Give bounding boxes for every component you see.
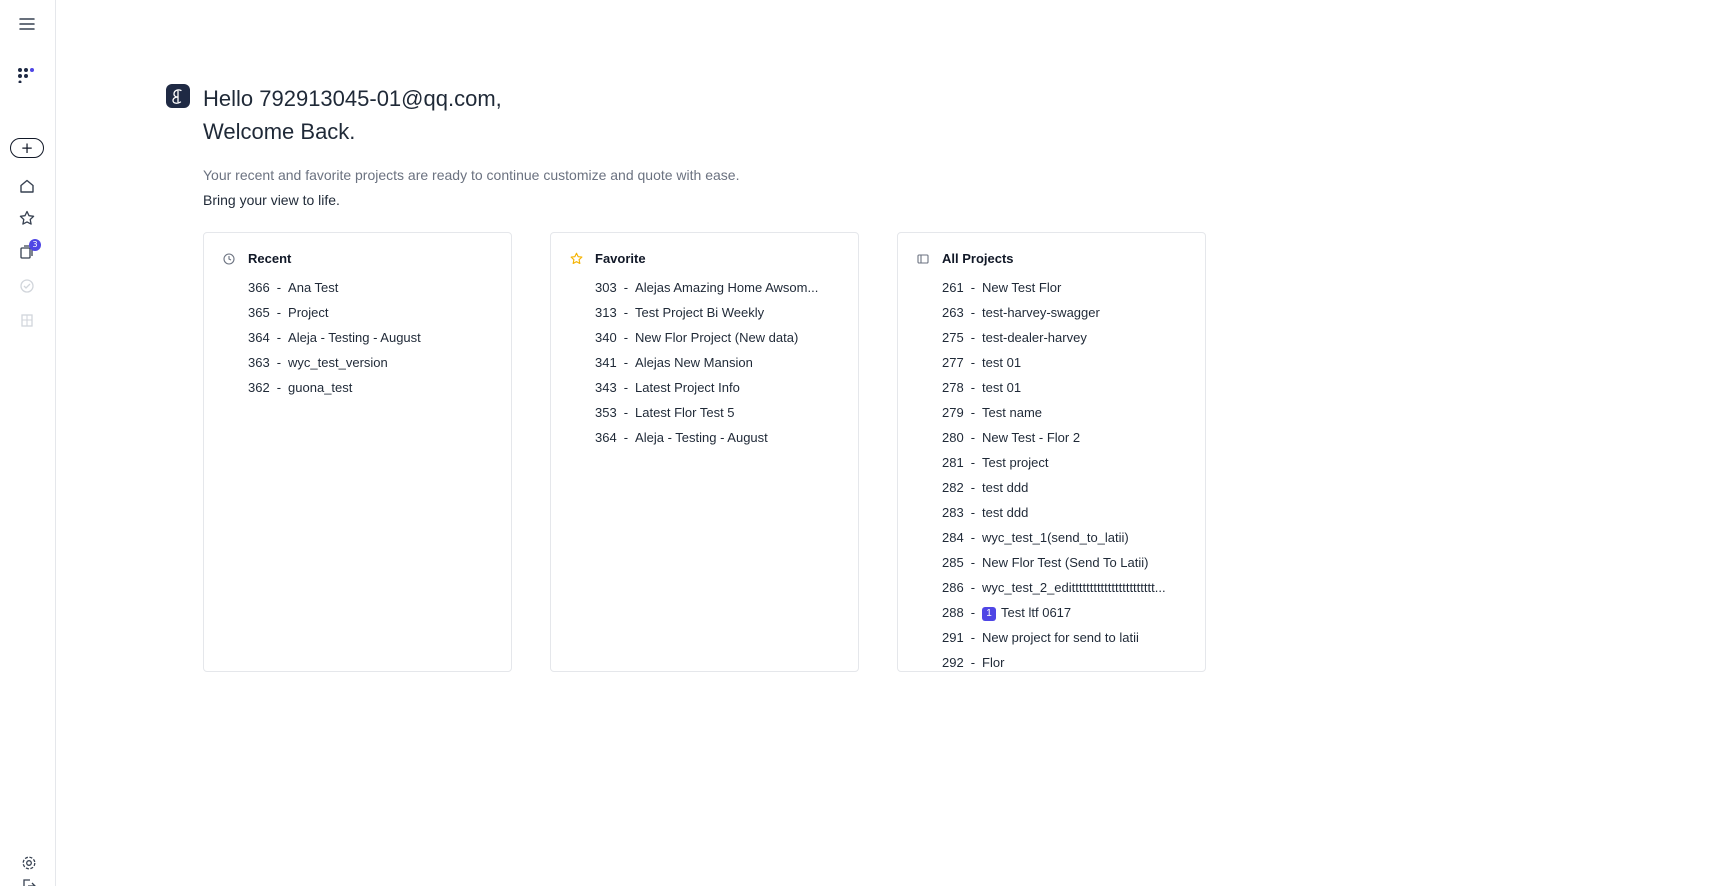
separator: - <box>623 430 629 445</box>
favorite-card <box>550 232 859 672</box>
project-row[interactable] <box>942 628 1195 653</box>
project-name: Alejas Amazing Home Awsom... <box>635 280 819 295</box>
separator: - <box>970 555 976 570</box>
project-name: test 01 <box>982 355 1022 370</box>
separator: - <box>970 355 976 370</box>
project-name: Alejas New Mansion <box>635 355 753 370</box>
project-id: 281 <box>942 455 964 470</box>
separator: - <box>970 330 976 345</box>
project-id: 261 <box>942 280 964 295</box>
project-row[interactable] <box>595 303 848 328</box>
project-id: 364 <box>248 330 270 345</box>
favorite-list <box>595 278 848 671</box>
separator: - <box>970 530 976 545</box>
star-outline-icon <box>569 252 583 266</box>
logout-icon[interactable] <box>19 878 39 886</box>
project-id: 279 <box>942 405 964 420</box>
project-row[interactable] <box>942 453 1195 478</box>
all-projects-card-header <box>916 251 1014 266</box>
project-id: 286 <box>942 580 964 595</box>
project-name: Flor <box>982 655 1005 670</box>
project-name: guona_test <box>288 380 353 395</box>
project-id: 303 <box>595 280 617 295</box>
project-row[interactable] <box>942 603 1195 628</box>
project-tag-badge: 1 <box>982 607 996 621</box>
project-id: 364 <box>595 430 617 445</box>
recent-card <box>203 232 512 672</box>
star-icon[interactable] <box>17 208 37 228</box>
add-icon: + <box>20 138 34 157</box>
project-name: Aleja - Testing - August <box>635 430 768 445</box>
separator: - <box>276 280 282 295</box>
logo-dots-icon[interactable] <box>16 65 38 85</box>
project-name: test-harvey-swagger <box>982 305 1100 320</box>
avatar-logo-icon <box>170 87 186 105</box>
project-id: 284 <box>942 530 964 545</box>
separator: - <box>623 280 629 295</box>
project-row[interactable] <box>942 278 1195 303</box>
project-id: 263 <box>942 305 964 320</box>
project-row[interactable] <box>942 328 1195 353</box>
project-row[interactable] <box>942 353 1195 378</box>
tagline: Bring your view to life. <box>203 192 340 208</box>
separator: - <box>970 480 976 495</box>
project-row[interactable] <box>942 478 1195 503</box>
project-row[interactable] <box>942 553 1195 578</box>
project-name: New Test - Flor 2 <box>982 430 1081 445</box>
project-row[interactable] <box>942 378 1195 403</box>
project-row[interactable] <box>248 303 501 328</box>
separator: - <box>970 655 976 670</box>
project-row[interactable] <box>942 428 1195 453</box>
menu-icon[interactable] <box>17 14 37 34</box>
all-projects-card-title: All Projects <box>942 251 1014 266</box>
separator: - <box>970 280 976 295</box>
project-name: test ddd <box>982 480 1029 495</box>
welcome-line: Welcome Back. <box>203 119 356 144</box>
settings-icon[interactable] <box>19 853 39 873</box>
project-id: 292 <box>942 655 964 670</box>
project-row[interactable] <box>942 403 1195 428</box>
project-name: Project <box>288 305 329 320</box>
project-id: 282 <box>942 480 964 495</box>
project-row[interactable] <box>595 378 848 403</box>
separator: - <box>970 405 976 420</box>
greeting-line: Hello 792913045-01@qq.com, <box>203 86 502 111</box>
separator: - <box>623 355 629 370</box>
home-icon[interactable] <box>17 176 37 196</box>
project-id: 291 <box>942 630 964 645</box>
project-row[interactable] <box>248 353 501 378</box>
project-name: Latest Flor Test 5 <box>635 405 735 420</box>
folder-icon <box>916 252 930 266</box>
project-id: 277 <box>942 355 964 370</box>
favorite-card-header <box>569 251 646 266</box>
separator: - <box>276 305 282 320</box>
separator: - <box>970 605 976 620</box>
project-name: Test Project Bi Weekly <box>635 305 765 320</box>
project-name: wyc_test_2_edittttttttttttttttttttttt... <box>982 580 1166 595</box>
project-row[interactable] <box>248 278 501 303</box>
project-id: 288 <box>942 605 964 620</box>
recent-card-header <box>222 251 291 266</box>
favorite-card-title: Favorite <box>595 251 646 266</box>
separator: - <box>970 430 976 445</box>
project-name: test ddd <box>982 505 1029 520</box>
project-name: New project for send to latii <box>982 630 1139 645</box>
project-name: New Test Flor <box>982 280 1062 295</box>
project-row[interactable] <box>595 278 848 303</box>
project-row[interactable] <box>942 303 1195 328</box>
project-id: 341 <box>595 355 617 370</box>
project-name: test-dealer-harvey <box>982 330 1087 345</box>
project-row[interactable] <box>942 653 1195 671</box>
sidebar <box>0 0 56 886</box>
separator: - <box>276 380 282 395</box>
project-row[interactable] <box>595 328 848 353</box>
project-row[interactable] <box>595 353 848 378</box>
building-icon[interactable] <box>17 310 37 330</box>
all-projects-list <box>942 278 1195 671</box>
project-name: New Flor Project (New data) <box>635 330 799 345</box>
project-id: 280 <box>942 430 964 445</box>
separator: - <box>970 505 976 520</box>
page-description: Your recent and favorite projects are ready to continue customize and quote with ease. <box>203 167 740 183</box>
clock-icon <box>222 252 236 266</box>
check-circle-icon[interactable] <box>17 276 37 296</box>
separator: - <box>623 330 629 345</box>
project-name: test 01 <box>982 380 1022 395</box>
projects-badge: 3 <box>29 239 41 251</box>
project-id: 283 <box>942 505 964 520</box>
project-id: 343 <box>595 380 617 395</box>
separator: - <box>970 305 976 320</box>
project-id: 365 <box>248 305 270 320</box>
project-row[interactable] <box>595 403 848 428</box>
project-name: Aleja - Testing - August <box>288 330 421 345</box>
project-id: 366 <box>248 280 270 295</box>
recent-list <box>248 278 501 671</box>
separator: - <box>623 305 629 320</box>
main-content <box>55 0 1709 886</box>
project-id: 353 <box>595 405 617 420</box>
separator: - <box>623 380 629 395</box>
project-row[interactable] <box>248 328 501 353</box>
project-id: 340 <box>595 330 617 345</box>
project-name: wyc_test_version <box>288 355 388 370</box>
separator: - <box>970 455 976 470</box>
separator: - <box>276 330 282 345</box>
project-name: Latest Project Info <box>635 380 740 395</box>
project-name: New Flor Test (Send To Latii) <box>982 555 1149 570</box>
separator: - <box>970 580 976 595</box>
project-id: 278 <box>942 380 964 395</box>
project-id: 285 <box>942 555 964 570</box>
project-row[interactable] <box>595 428 848 453</box>
all-projects-card <box>897 232 1206 672</box>
user-avatar[interactable] <box>166 84 190 108</box>
project-row[interactable] <box>248 378 501 403</box>
project-id: 313 <box>595 305 617 320</box>
project-name: Test project <box>982 455 1049 470</box>
separator: - <box>970 380 976 395</box>
separator: - <box>276 355 282 370</box>
separator: - <box>970 630 976 645</box>
project-name: wyc_test_1(send_to_latii) <box>982 530 1129 545</box>
project-name: Test name <box>982 405 1043 420</box>
add-project-button[interactable] <box>10 138 44 158</box>
project-row[interactable] <box>942 528 1195 553</box>
project-name: Test ltf 0617 <box>1001 605 1072 620</box>
project-row[interactable] <box>942 503 1195 528</box>
project-id: 362 <box>248 380 270 395</box>
recent-card-title: Recent <box>248 251 292 266</box>
project-name: Ana Test <box>288 280 339 295</box>
project-row[interactable] <box>942 578 1195 603</box>
project-id: 363 <box>248 355 270 370</box>
separator: - <box>623 405 629 420</box>
greeting <box>203 82 502 148</box>
project-id: 275 <box>942 330 964 345</box>
